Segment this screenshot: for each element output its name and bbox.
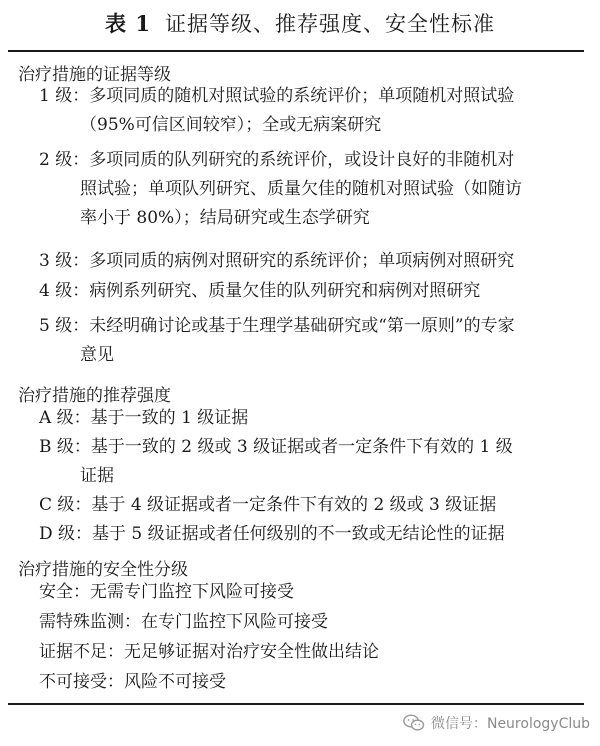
safety-safe [39, 578, 589, 607]
safety-unacceptable [39, 668, 589, 697]
evidence-level-1 [39, 82, 589, 140]
item-line: B 级：基于一致的 2 级或 3 级证据或者一定条件下有效的 1 级 [39, 437, 513, 457]
section-heading-safety: 治疗措施的安全性分级 [18, 560, 188, 580]
item-line: 4 级：病例系列研究、质量欠佳的队列研究和病例对照研究 [39, 281, 481, 301]
evidence-level-4 [39, 277, 589, 306]
safety-insufficient-evidence [39, 638, 589, 667]
item-line: 1 级：多项同质的随机对照试验的系统评价；单项随机对照试验 [39, 86, 515, 106]
watermark-text: 微信号：NeurologyClub [430, 716, 590, 732]
evidence-level-5 [39, 312, 589, 370]
evidence-level-2 [39, 146, 589, 233]
table-title [0, 8, 600, 38]
item-line: 证据不足：无足够证据对治疗安全性做出结论 [39, 642, 379, 662]
watermark [403, 713, 590, 733]
wechat-icon [403, 714, 425, 732]
recommendation-c [39, 491, 589, 520]
item-line: （95%可信区间较窄）；全或无病案研究 [80, 115, 382, 135]
item-line: 意见 [80, 345, 114, 365]
item-line: 证据 [80, 466, 114, 486]
section-heading-evidence: 治疗措施的证据等级 [18, 65, 171, 85]
item-line: 不可接受：风险不可接受 [39, 672, 226, 692]
evidence-level-3 [39, 247, 589, 276]
item-line: 5 级：未经明确讨论或基于生理学基础研究或“第一原则”的专家 [39, 316, 515, 336]
item-line: D 级：基于 5 级证据或者任何级别的不一致或无结论性的证据 [39, 524, 505, 544]
table-title-text: 证据等级、推荐强度、安全性标准 [164, 12, 495, 36]
item-line: A 级：基于一致的 1 级证据 [39, 408, 249, 428]
item-line: C 级：基于 4 级证据或者一定条件下有效的 2 级或 3 级证据 [39, 495, 497, 515]
bottom-rule [8, 703, 584, 705]
recommendation-d [39, 520, 589, 549]
item-line: 率小于 80%）；结局研究或生态学研究 [80, 208, 370, 228]
recommendation-b [39, 433, 589, 491]
table-number: 表 1 [105, 11, 151, 36]
recommendation-a [39, 404, 589, 433]
safety-special-monitoring [39, 608, 589, 637]
item-line: 照试验；单项队列研究、质量欠佳的随机对照试验（如随访 [80, 179, 522, 199]
item-line: 2 级：多项同质的队列研究的系统评价，或设计良好的非随机对 [39, 150, 515, 170]
section-heading-recommendation: 治疗措施的推荐强度 [18, 386, 171, 406]
item-line: 需特殊监测：在专门监控下风险可接受 [39, 612, 328, 632]
top-rule [8, 50, 584, 52]
item-line: 安全：无需专门监控下风险可接受 [39, 582, 294, 602]
item-line: 3 级：多项同质的病例对照研究的系统评价；单项病例对照研究 [39, 251, 515, 271]
